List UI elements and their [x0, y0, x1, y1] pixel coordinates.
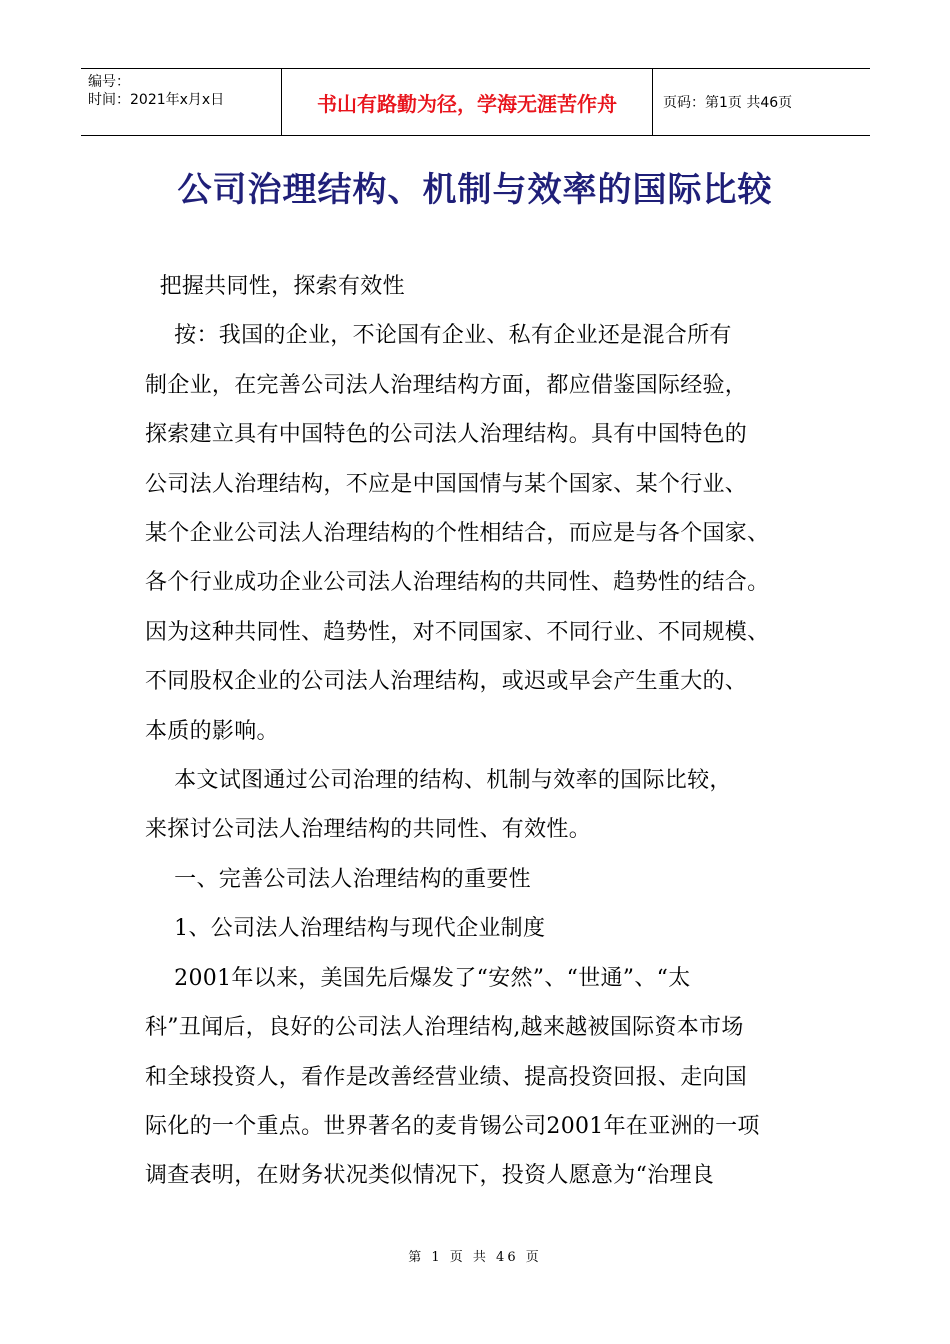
body-line: 调查表明，在财务状况类似情况下，投资人愿意为“治理良: [145, 1163, 715, 1189]
number-label: 编号：: [88, 74, 130, 90]
body-line: 和全球投资人，看作是改善经营业绩、提高投资回报、走向国: [145, 1064, 748, 1090]
body-line: 2001年以来，美国先后爆发了“安然”、“世通”、“太: [145, 965, 691, 991]
body-line: 制企业，在完善公司法人治理结构方面，都应借鉴国际经验，: [145, 372, 748, 398]
body-line: 来探讨公司法人治理结构的共同性、有效性。: [145, 817, 592, 843]
header-motto: 书山有路勤为径，学海无涯苦作舟: [281, 69, 653, 135]
time-label: 时间：2021年x月x日: [88, 92, 225, 108]
page-footer: 第 1 页 共 46 页: [408, 1250, 542, 1265]
body-line: 各个行业成功企业公司法人治理结构的共同性、趋势性的结合。: [145, 570, 770, 596]
header-meta-cell: [81, 69, 281, 135]
document-header: [81, 68, 870, 136]
body-line: 科”丑闻后，良好的公司法人治理结构,越来越被国际资本市场: [145, 1015, 744, 1041]
body-line: 某个企业公司法人治理结构的个性相结合，而应是与各个国家、: [145, 521, 770, 547]
header-page-info: 页码：第1页 共46页: [663, 95, 793, 111]
body-line: 本质的影响。: [145, 718, 279, 744]
body-line: 把握共同性，探索有效性: [145, 274, 405, 299]
body-line: 际化的一个重点。世界著名的麦肯锡公司2001年在亚洲的一项: [145, 1113, 760, 1139]
body-line: 1、公司法人治理结构与现代企业制度: [145, 916, 546, 942]
document-body: [145, 262, 825, 1201]
body-line: 按：我国的企业，不论国有企业、私有企业还是混合所有: [145, 323, 732, 349]
body-line: 探索建立具有中国特色的公司法人治理结构。具有中国特色的: [145, 422, 748, 448]
body-line: 一、完善公司法人治理结构的重要性: [145, 866, 531, 892]
body-line: 本文试图通过公司治理的结构、机制与效率的国际比较，: [145, 768, 732, 794]
body-line: 公司法人治理结构，不应是中国国情与某个国家、某个行业、: [145, 471, 748, 497]
body-line: 因为这种共同性、趋势性，对不同国家、不同行业、不同规模、: [145, 619, 770, 645]
document-title: 公司治理结构、机制与效率的国际比较: [177, 170, 773, 210]
body-line: 不同股权企业的公司法人治理结构，或迟或早会产生重大的、: [145, 669, 748, 695]
